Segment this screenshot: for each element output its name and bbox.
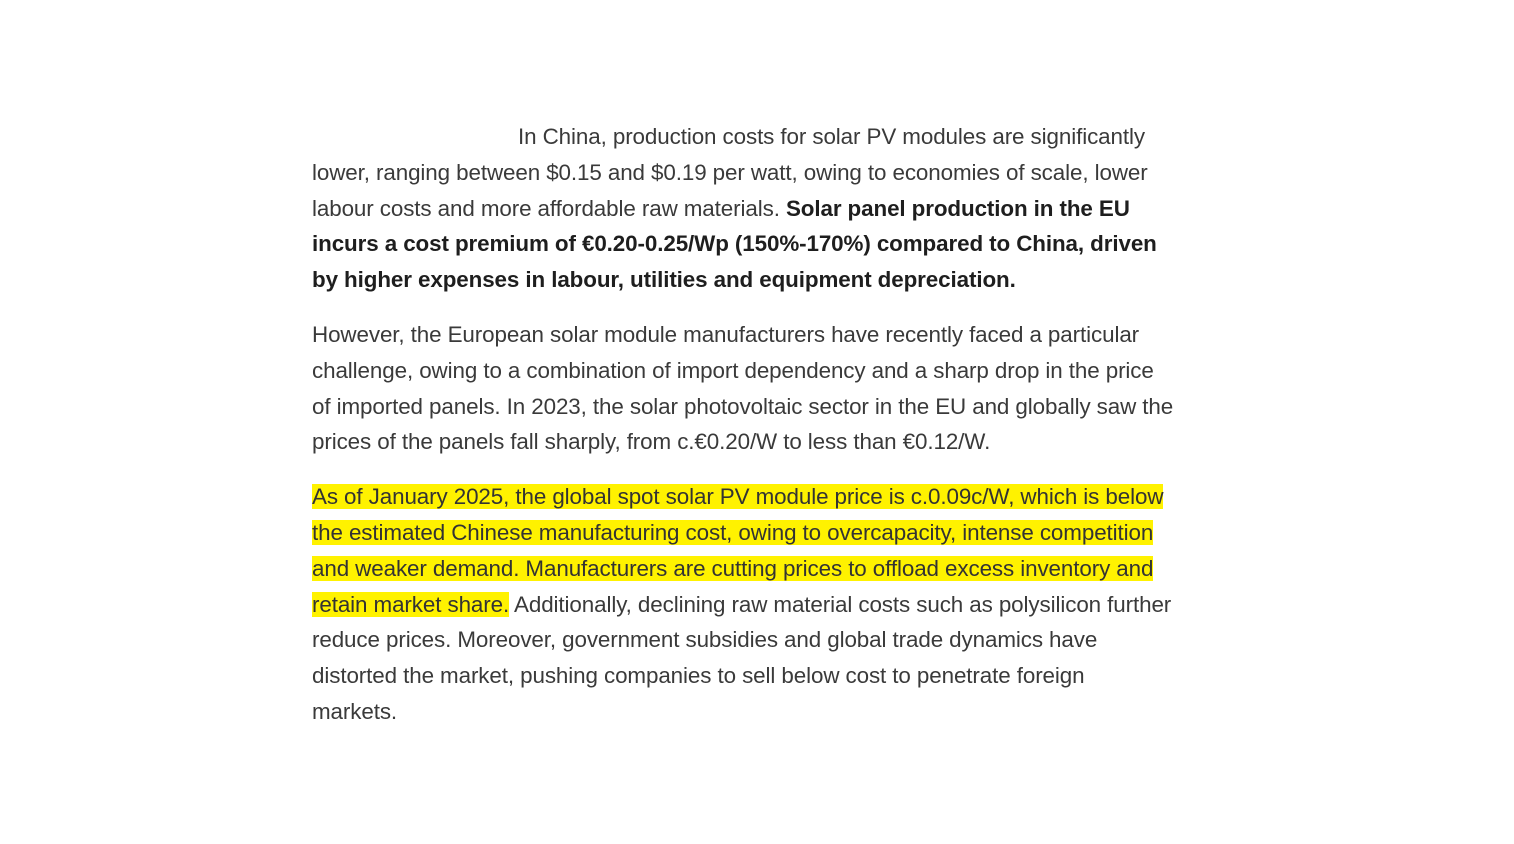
text-line: challenge, owing to a combination of import dependency and a sharp drop in the price	[312, 357, 1154, 383]
highlighted-text: retain market share.	[312, 591, 510, 617]
bold-text-line: by higher expenses in labour, utilities and equipment depreciation.	[312, 267, 1016, 293]
paragraph-china-costs	[312, 119, 1252, 298]
highlighted-line	[312, 479, 1252, 515]
document-body	[312, 119, 1252, 730]
highlighted-text: and weaker demand. Manufacturers are cutting prices to offload excess inventory and	[312, 555, 1154, 581]
bold-text-line: incurs a cost premium of €0.20-0.25/Wp (150%-170%) compared to China, driven	[312, 231, 1157, 257]
text-line: In China, production costs for solar PV modules are significantly	[518, 124, 1145, 149]
text-line: lower, ranging between $0.15 and $0.19 per watt, owing to economies of scale, lower	[312, 159, 1148, 185]
highlighted-text: the estimated Chinese manufacturing cost, owing to overcapacity, intense competition	[312, 519, 1154, 545]
text-line: reduce prices. Moreover, government subsidies and global trade dynamics have	[312, 627, 1098, 653]
paragraph-spot-price	[312, 479, 1252, 730]
text-segment: Additionally, declining raw material costs such as polysilicon further	[509, 591, 1172, 617]
highlighted-text: As of January 2025, the global spot solar PV module price is c.0.09c/W, which is below	[312, 484, 1164, 510]
text-line	[312, 587, 1252, 623]
text-line: However, the European solar module manufacturers have recently faced a particular	[312, 321, 1140, 347]
text-line	[312, 191, 1252, 227]
bold-text: Solar panel production in the EU	[785, 195, 1130, 221]
text-segment: labour costs and more affordable raw materials.	[312, 195, 786, 221]
text-line: distorted the market, pushing companies to sell below cost to penetrate foreign	[312, 663, 1085, 689]
text-line: prices of the panels fall sharply, from c.€0.20/W to less than €0.12/W.	[312, 429, 991, 455]
highlighted-line	[312, 551, 1252, 587]
paragraph-eu-manufacturers	[312, 317, 1252, 460]
text-line: of imported panels. In 2023, the solar photovoltaic sector in the EU and globally saw the	[312, 393, 1174, 419]
highlighted-line	[312, 515, 1252, 551]
text-line: markets.	[312, 698, 398, 724]
